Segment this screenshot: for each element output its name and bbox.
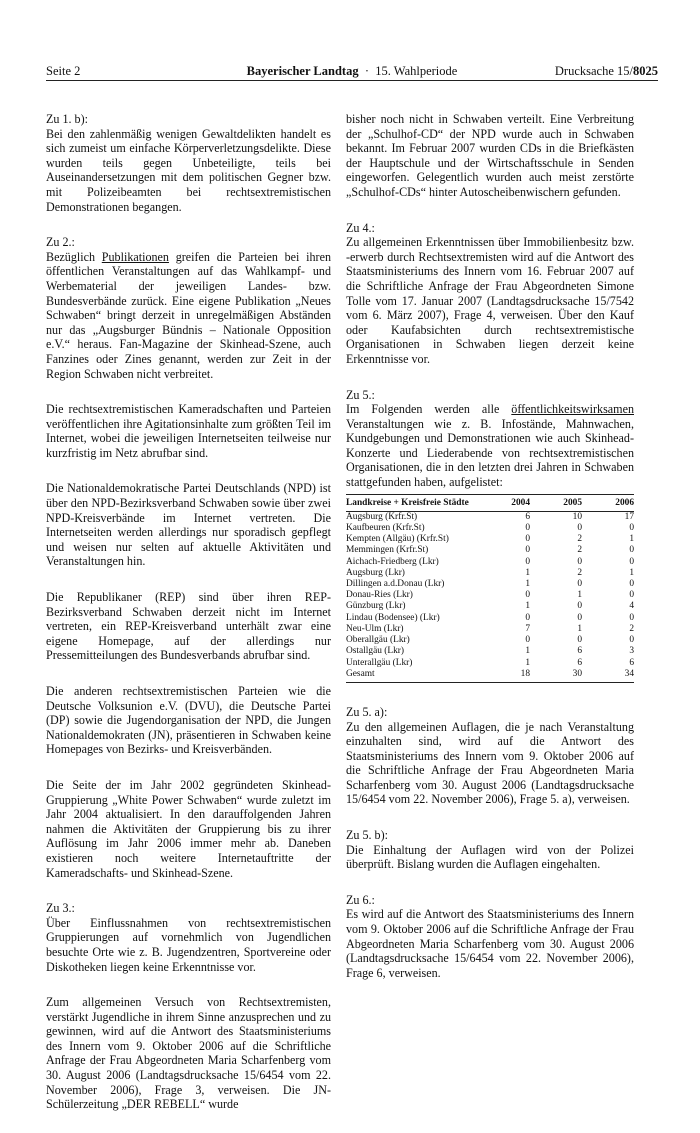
table-cell-count: 2 (577, 567, 582, 578)
table-cell-count: 6 (577, 657, 582, 668)
table-row (346, 579, 634, 590)
answer-5b (346, 828, 634, 872)
answer-3 (46, 901, 331, 974)
table-cell-region: Dillingen a.d.Donau (Lkr) (346, 579, 445, 590)
answer-3-title: Zu 3.: (46, 901, 75, 916)
table-row (346, 534, 634, 545)
table-cell-region: Lindau (Bodensee) (Lkr) (346, 612, 440, 623)
paragraph-rep-text: Die Republikaner (REP) sind über ihren REP-Bezirksverband Schwaben derzeit nicht im Internet vertreten, ein REP-Kreisverband unterhält zwar eine eigene Homepage, auf der allerdings nur Pressemitteilungen des Bundesverbands abrufbar sind. (46, 590, 331, 663)
table-cell-count: 0 (577, 523, 582, 534)
table-header-row (346, 494, 634, 511)
table-row (346, 590, 634, 601)
table-header-region: Landkreise + Kreisfreie Städte (346, 494, 478, 511)
right-column (346, 112, 634, 1001)
paragraph-jugendliche-text: Zum allgemeinen Versuch von Rechtsextremisten, verstärkt Jugendliche in ihrem Sinne anzusprechen und zu gewinnen, wird auf die Antwort des Staatsministeriums des Innern vom 9. Oktober 2006 auf die Schriftliche Anfrage der Frau Abgeordneten Maria Scharfenberg vom 30. August 2006 (Landtagsdrucksache 15/6454 vom 22. November 2006), Frage 3, verweisen. Die JN-Schülerzeitung „DER REBELL“ wurde (46, 995, 331, 1112)
table-row (346, 646, 634, 657)
table-row (346, 523, 634, 534)
table-cell-region: Donau-Ries (Lkr) (346, 590, 413, 601)
answer-1b-text: Bei den zahlenmäßig wenigen Gewaltdelikten handelt es sich zumeist um einfache Körperverletzungsdelikte. Diese wurden teils gegen Unbeteiligte, teils bei Auseinandersetzungen mit dem politischen Gegner bzw. mit Polizeibeamten bei rechtsextremistischen Demonstrationen begangen. (46, 126, 331, 214)
table-cell-count: 0 (525, 556, 530, 567)
answer-1b-title: Zu 1. b): (46, 112, 88, 126)
table-row (346, 624, 634, 635)
table-row (346, 568, 634, 579)
table-cell-count: 0 (525, 534, 530, 545)
paragraph-dvu (46, 684, 331, 757)
paragraph-npd-text: Die Nationaldemokratische Partei Deutschlands (NPD) ist über den NPD-Bezirksverband Schwaben sowie über zwei NPD-Kreisverbände im Internet vertreten. Die Internetseiten werden allerdings nur sporadisch gepflegt und weisen nur selten auf aktuelle Aktivitäten und Veranstaltungen hin. (46, 481, 331, 569)
table-cell-count: 0 (629, 612, 634, 623)
page-header (46, 62, 658, 81)
table-cell-count: 1 (577, 623, 582, 634)
table-cell-count: 0 (629, 523, 634, 534)
paragraph-white-power (46, 778, 331, 880)
table-cell-region: Gesamt (346, 669, 478, 683)
table-cell-region: Neu-Ulm (Lkr) (346, 623, 404, 634)
answer-5a-title: Zu 5. a): (346, 704, 388, 719)
table-cell-count: 1 (525, 567, 530, 578)
table-cell-region: Ostallgäu (Lkr) (346, 646, 405, 657)
table-cell-count: 1 (577, 590, 582, 601)
table-cell-count: 17 (624, 511, 634, 522)
table-cell-count: 0 (577, 612, 582, 623)
table-cell-count: 0 (525, 635, 530, 646)
answer-2-title: Zu 2.: (46, 235, 75, 250)
table-row (346, 635, 634, 646)
table-cell-region: Aichach-Friedberg (Lkr) (346, 556, 439, 567)
table-cell-count: 1 (525, 601, 530, 612)
answer-5-text (346, 402, 634, 490)
table-cell-region: Kempten (Allgäu) (Krfr.St) (346, 534, 449, 545)
paragraph-kameradschaften-text: Die rechtsextremistischen Kameradschaften und Parteien veröffentlichen ihre Agitationsinhalte zum größten Teil im Internet, wobei die jeweiligen Internetseiten teilweise nur kurzfristig im Netz abrufbar sind. (46, 402, 331, 460)
answer-2-text-pre: Bezüglich (46, 249, 102, 264)
document-prefix: Drucksache 15/ (554, 64, 633, 78)
legislative-period: 15. Wahlperiode (375, 64, 458, 78)
table-header-2006: 2006 (582, 494, 634, 511)
answer-6-text: Es wird auf die Antwort des Staatsministeriums des Innern vom 9. Oktober 2006 auf die Schriftliche Anfrage der Frau Abgeordneten Maria Scharfenberg vom 30. August 2006 (Landtagsdrucksache 15/6454 vom 22. November 2006), Frage 6, verweisen. (346, 907, 634, 980)
table-cell-count: 0 (577, 601, 582, 612)
table-cell-region: Günzburg (Lkr) (346, 601, 406, 612)
table-header-2004: 2004 (478, 494, 530, 511)
answer-2-text-post: greifen die Parteien bei ihren öffentlichen Veranstaltungen auf das Wahlkampf- und Werbematerial der jeweiligen Landes- bzw. Bundesverbände zurück. Eine eigene Publikation „Neues Schwaben“ bringt derzeit in unregelmäßigen Abständen nur das „Augsburger Bündnis – Nationale Opposition e.V.“ heraus. Fan-Magazine der Skinhead-Szene, auch Fanzines oder Zines genannt, werden zur Zeit in der Region Schwaben nicht verbreitet. (46, 249, 331, 381)
answer-5-title: Zu 5.: (346, 387, 375, 402)
table-cell-count: 0 (629, 579, 634, 590)
page-number: Seite 2 (46, 64, 81, 78)
table-row (346, 601, 634, 612)
table-cell-count: 7 (525, 623, 530, 634)
table-cell-count: 30 (530, 669, 582, 683)
table-row (346, 658, 634, 669)
table-header-2005: 2005 (530, 494, 582, 511)
table-cell-region: Oberallgäu (Lkr) (346, 635, 410, 646)
paragraph-continuation-text: bisher noch nicht in Schwaben verteilt. Eine Verbreitung der „Schulhof-CD“ der NPD wurde auch in Schwaben bekannt. Im Februar 2007 wurden CDs in die Briefkästen der Hauptschule und der Wirtschaftsschule in Senden eingeworfen. Gelegentlich wurden auch meist zerstörte „Schulhof-CDs“ hinter Autoscheibenwischern gefunden. (346, 112, 634, 199)
table-cell-region: Augsburg (Lkr) (346, 567, 405, 578)
table-cell-count: 6 (577, 646, 582, 657)
table-cell-count: 18 (478, 669, 530, 683)
answer-4-text: Zu allgemeinen Erkenntnissen über Immobilienbesitz bzw. -erwerb durch Rechtsextremisten wird auf die Antwort des Staatsministeriums des Innern vom 16. Februar 2007 auf die Schriftliche Anfrage der Frau Abgeordneten Simone Tolle vom 17. Januar 2007 (Landtagsdrucksache 15/7542 vom 6. März 2007), Frage 4, verweisen. Über den Kauf oder Kaufabsichten durch rechtsextremistische Organisationen in Schwaben liegen derzeit keine Erkenntnisse vor. (346, 235, 634, 366)
answer-5a (346, 705, 634, 807)
answer-2 (46, 235, 331, 381)
table-cell-count: 2 (577, 545, 582, 556)
left-column (46, 112, 331, 1133)
table-cell-count: 0 (629, 545, 634, 556)
table-cell-count: 2 (577, 534, 582, 545)
answer-5 (346, 388, 634, 490)
table-cell-count: 34 (582, 669, 634, 683)
paragraph-rep (46, 590, 331, 663)
answer-4 (346, 221, 634, 367)
table-cell-count: 1 (629, 534, 634, 545)
header-separator: · (364, 64, 369, 78)
table-cell-count: 0 (629, 590, 634, 601)
table-row (346, 669, 634, 683)
answer-6-title: Zu 6.: (346, 892, 375, 907)
paragraph-npd (46, 481, 331, 569)
table-row (346, 557, 634, 568)
table-row (346, 545, 634, 556)
table-row (346, 613, 634, 624)
table-cell-region: Augsburg (Krfr.St) (346, 511, 418, 522)
document-number: 8025 (633, 64, 658, 78)
table-cell-count: 3 (629, 646, 634, 657)
answer-5b-title: Zu 5. b): (346, 828, 388, 843)
table-cell-count: 0 (577, 635, 582, 646)
table-row (346, 511, 634, 523)
events-table (346, 494, 634, 683)
table-cell-count: 0 (525, 523, 530, 534)
answer-5a-text: Zu den allgemeinen Auflagen, die je nach Veranstaltung einzuhalten sind, wird auf die Antwort des Staatsministeriums des Innern vom 9. Oktober 2006 auf die Schriftliche Anfrage der Frau Abgeordneten Maria Scharfenberg vom 30. August 2006 (Landtagsdrucksache 15/6454 vom 22. November 2006), Frage 5. a), verweisen. (346, 719, 634, 807)
answer-5-text-post: Veranstaltungen wie z. B. Infostände, Mahnwachen, Kundgebungen und Demonstrationen wie auch Skinhead-Konzerte und Liederabende von rechtsextremistischen Organisationen, die in den letzten drei Jahren in Schwaben stattgefunden haben, aufgelistet: (346, 416, 634, 490)
institution-name: Bayerischer Landtag (246, 64, 359, 78)
table-cell-count: 10 (572, 511, 582, 522)
table-cell-count: 0 (577, 579, 582, 590)
paragraph-continuation (346, 112, 634, 200)
table-body (346, 511, 634, 682)
table-cell-region: Unterallgäu (Lkr) (346, 657, 413, 668)
oeffentlichkeitswirksam-underlined: öffentlichkeitswirksamen (511, 402, 634, 417)
paragraph-kameradschaften (46, 402, 331, 460)
answer-4-title: Zu 4.: (346, 220, 375, 235)
table-cell-count: 1 (629, 567, 634, 578)
table-cell-count: 6 (525, 511, 530, 522)
answer-6 (346, 893, 634, 981)
document-id (555, 62, 658, 80)
paragraph-white-power-text: Die Seite der im Jahr 2002 gegründeten Skinhead-Gruppierung „White Power Schwaben“ wurde zuletzt im Jahr 2004 aktualisiert. In den darauffolgenden Jahren nahmen die Aktivitäten der Gruppierung bis zu ihrer Auflösung im Jahr 2006 immer mehr ab. Daneben existieren noch weitere Internetauftritte der Kameradschafts- und Skinhead-Szene. (46, 777, 331, 880)
answer-5b-text: Die Einhaltung der Auflagen wird von der Polizei überprüft. Bislang wurden die Auflagen eingehalten. (346, 842, 634, 872)
table-cell-count: 0 (525, 612, 530, 623)
table-cell-count: 1 (525, 657, 530, 668)
table-cell-count: 0 (577, 556, 582, 567)
table-cell-count: 0 (629, 635, 634, 646)
paragraph-dvu-text: Die anderen rechtsextremistischen Parteien wie die Deutsche Volksunion e.V. (DVU), die Deutsche Partei (DP) sowie die Jugendorganisation der NPD, die Jungen Nationaldemokraten (JN), präsentieren in Schwaben keine Homepages von Bezirks- und Kreisverbänden. (46, 684, 331, 757)
paragraph-jugendliche (46, 995, 331, 1112)
table-cell-count: 1 (525, 579, 530, 590)
table-cell-count: 6 (629, 657, 634, 668)
answer-5-text-pre: Im Folgenden werden alle (346, 402, 512, 417)
answer-1b (46, 112, 331, 214)
answer-3-text: Über Einflussnahmen von rechtsextremistischen Gruppierungen auf vornehmlich von Jugendlichen besuchte Orte wie z. B. Jugendzentren, Sportvereine oder Diskotheken liegen keine Erkenntnisse vor. (46, 915, 331, 974)
table-cell-region: Kaufbeuren (Krfr.St) (346, 523, 425, 534)
table-cell-count: 2 (629, 623, 634, 634)
table-cell-count: 1 (525, 646, 530, 657)
answer-2-text (46, 250, 331, 381)
publikationen-underlined: Publikationen (101, 249, 169, 264)
table-cell-count: 4 (629, 601, 634, 612)
table-cell-region: Memmingen (Krfr.St) (346, 545, 429, 556)
table-cell-count: 0 (525, 590, 530, 601)
table-cell-count: 0 (629, 556, 634, 567)
table-cell-count: 0 (525, 545, 530, 556)
